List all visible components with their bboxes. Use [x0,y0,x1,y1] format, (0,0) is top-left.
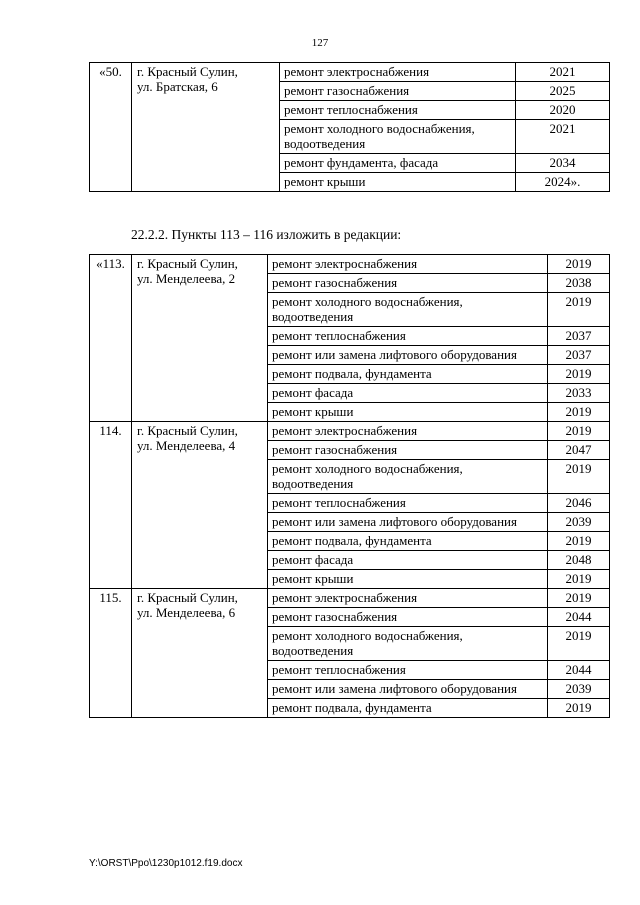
work-type: ремонт теплоснабжения [268,494,548,513]
planned-year: 2019 [548,293,610,327]
work-type: ремонт газоснабжения [268,441,548,460]
address-line: ул. Менделеева, 2 [137,271,236,286]
work-type: ремонт фасада [268,551,548,570]
work-type: ремонт электроснабжения [268,589,548,608]
planned-year: 2019 [548,532,610,551]
address-line: г. Красный Сулин, [137,423,238,438]
planned-year: 2037 [548,327,610,346]
work-type: ремонт подвала, фундамента [268,365,548,384]
building-address [132,63,280,192]
work-type: ремонт подвала, фундамента [268,699,548,718]
file-path-footer: Y:\ORST\Ppo\1230p1012.f19.docx [89,858,243,869]
work-type: ремонт крыши [280,173,516,192]
building-address [132,422,268,589]
planned-year: 2047 [548,441,610,460]
planned-year: 2019 [548,570,610,589]
work-type: ремонт газоснабжения [268,274,548,293]
work-type: ремонт газоснабжения [280,82,516,101]
planned-year: 2019 [548,365,610,384]
page-number: 127 [311,37,329,49]
building-address [132,589,268,718]
planned-year: 2019 [548,403,610,422]
table-row [90,255,610,274]
planned-year: 2019 [548,255,610,274]
item-number: «50. [90,63,132,192]
work-type: ремонт или замена лифтового оборудования [268,346,548,365]
work-type: ремонт фасада [268,384,548,403]
work-type: ремонт электроснабжения [268,422,548,441]
table-row [90,63,610,82]
planned-year: 2019 [548,460,610,494]
work-type: ремонт холодного водоснабжения, водоотведения [268,293,548,327]
item-number: «113. [90,255,132,422]
repair-schedule-table-bottom [89,254,610,718]
planned-year: 2039 [548,513,610,532]
planned-year: 2037 [548,346,610,365]
planned-year: 2044 [548,661,610,680]
address-line: г. Красный Сулин, [137,64,238,79]
work-type: ремонт или замена лифтового оборудования [268,680,548,699]
work-type: ремонт холодного водоснабжения, водоотведения [268,627,548,661]
work-type: ремонт теплоснабжения [280,101,516,120]
work-type: ремонт газоснабжения [268,608,548,627]
address-line: ул. Братская, 6 [137,79,218,94]
work-type: ремонт теплоснабжения [268,661,548,680]
amendment-paragraph: 22.2.2. Пункты 113 – 116 изложить в редакции: [131,227,402,242]
table-row [90,589,610,608]
item-number: 114. [90,422,132,589]
planned-year: 2021 [516,63,610,82]
work-type: ремонт фундамента, фасада [280,154,516,173]
planned-year: 2024». [516,173,610,192]
address-line: ул. Менделеева, 6 [137,605,236,620]
building-address [132,255,268,422]
work-type: ремонт холодного водоснабжения, водоотведения [280,120,516,154]
planned-year: 2033 [548,384,610,403]
work-type: ремонт электроснабжения [280,63,516,82]
work-type: ремонт или замена лифтового оборудования [268,513,548,532]
planned-year: 2048 [548,551,610,570]
address-line: г. Красный Сулин, [137,590,238,605]
planned-year: 2034 [516,154,610,173]
planned-year: 2038 [548,274,610,293]
planned-year: 2039 [548,680,610,699]
address-line: г. Красный Сулин, [137,256,238,271]
planned-year: 2019 [548,589,610,608]
planned-year: 2046 [548,494,610,513]
planned-year: 2019 [548,627,610,661]
planned-year: 2044 [548,608,610,627]
work-type: ремонт крыши [268,570,548,589]
work-type: ремонт холодного водоснабжения, водоотведения [268,460,548,494]
work-type: ремонт электроснабжения [268,255,548,274]
work-type: ремонт подвала, фундамента [268,532,548,551]
table-row [90,422,610,441]
work-type: ремонт теплоснабжения [268,327,548,346]
planned-year: 2019 [548,699,610,718]
item-number: 115. [90,589,132,718]
repair-schedule-table-top [89,62,610,192]
planned-year: 2025 [516,82,610,101]
planned-year: 2021 [516,120,610,154]
planned-year: 2020 [516,101,610,120]
work-type: ремонт крыши [268,403,548,422]
planned-year: 2019 [548,422,610,441]
address-line: ул. Менделеева, 4 [137,438,236,453]
